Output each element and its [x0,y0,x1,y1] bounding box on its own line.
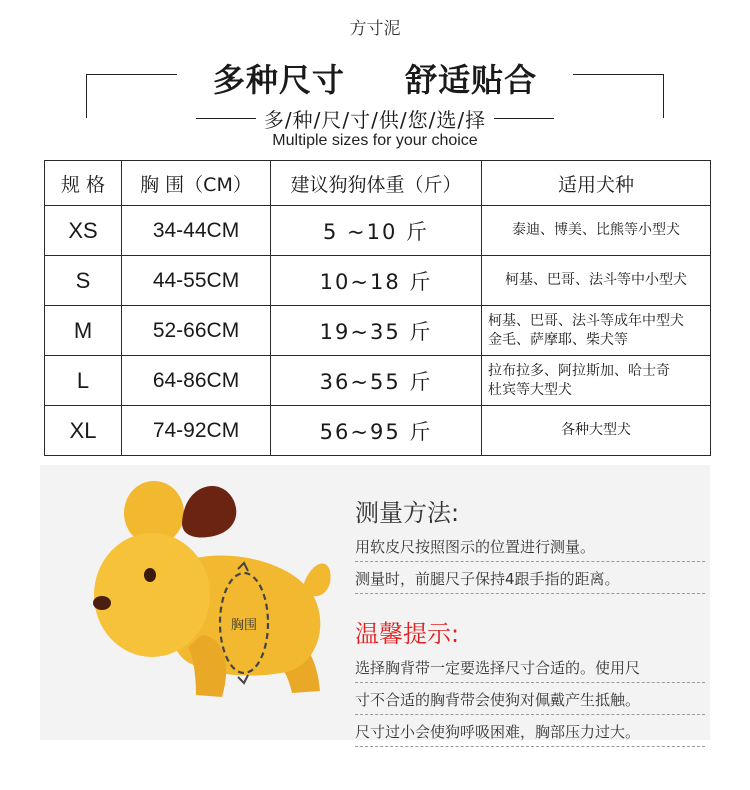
method-line: 用软皮尺按照图示的位置进行测量。 [355,536,705,562]
hero-subtitle-english: Multiple sizes for your choice [272,132,478,149]
cell-weight: 56~95 斤 [271,406,482,456]
subtitle-left-rule [196,118,256,119]
guide-text [355,493,705,753]
breed-line: 各种大型犬 [561,422,631,438]
header-weight: 建议狗狗体重（斤） [271,161,482,206]
tip-title: 温馨提示: [355,620,460,648]
header-breeds: 适用犬种 [482,161,711,206]
dog-front-ear [182,486,236,538]
breed-line: 泰迪、博美、比熊等小型犬 [512,222,680,238]
cell-size: XS [45,206,122,256]
table-row [45,306,711,356]
measurement-guide-panel [40,465,710,740]
cell-breeds [482,306,711,356]
header-size: 规 格 [45,161,122,206]
header-chest: 胸 围（CM） [122,161,271,206]
cell-breeds [482,206,711,256]
hero-title-right: 舒适贴合 [387,61,555,99]
subtitle-right-rule [494,118,554,119]
cell-size: L [45,356,122,406]
cell-chest: 74-92CM [122,406,271,456]
breed-line: 拉布拉多、阿拉斯加、哈士奇 [488,362,670,379]
table-row [45,356,711,406]
method-title: 测量方法: [355,499,460,527]
tip-line: 选择胸背带一定要选择尺寸合适的。使用尺 [355,657,705,683]
tip-line: 尺寸过小会使狗呼吸困难，胸部压力过大。 [355,721,705,747]
table-row [45,406,711,456]
cell-chest: 34-44CM [122,206,271,256]
cell-chest: 44-55CM [122,256,271,306]
brand-name: 方寸泥 [349,19,401,39]
breed-line: 杜宾等大型犬 [488,381,572,398]
chest-label: 胸围 [230,618,258,633]
hero-title-left: 多种尺寸 [195,61,363,99]
breed-line: 柯基、巴哥、法斗等成年中型犬 [488,312,684,329]
cell-weight: 19~35 斤 [271,306,482,356]
cell-breeds [482,256,711,306]
cell-breeds [482,356,711,406]
cell-chest: 64-86CM [122,356,271,406]
table-header-row [45,161,711,206]
cell-weight: 5 ~10 斤 [271,206,482,256]
hero-subtitle: 多/种/尺/寸/供/您/选/择 [263,108,487,132]
table-row [45,206,711,256]
cell-weight: 10~18 斤 [271,256,482,306]
hero-title [0,55,750,101]
cell-size: XL [45,406,122,456]
cell-breeds [482,406,711,456]
hero-subtitle-row [0,104,750,133]
breed-line: 柯基、巴哥、法斗等中小型犬 [505,272,687,288]
cell-size: S [45,256,122,306]
cell-size: M [45,306,122,356]
cell-chest: 52-66CM [122,306,271,356]
breed-line: 金毛、萨摩耶、柴犬等 [488,331,628,348]
tip-line: 寸不合适的胸背带会使狗对佩戴产生抵触。 [355,689,705,715]
dog-illustration [82,465,382,740]
size-chart-table [44,160,711,456]
measure-arrow-icon [238,675,248,683]
table-row [45,256,711,306]
cell-weight: 36~55 斤 [271,356,482,406]
dog-eye [144,568,156,582]
method-line: 测量时，前腿尺子保持4跟手指的距离。 [355,568,705,594]
dog-nose [93,596,111,610]
dog-head [94,533,210,657]
